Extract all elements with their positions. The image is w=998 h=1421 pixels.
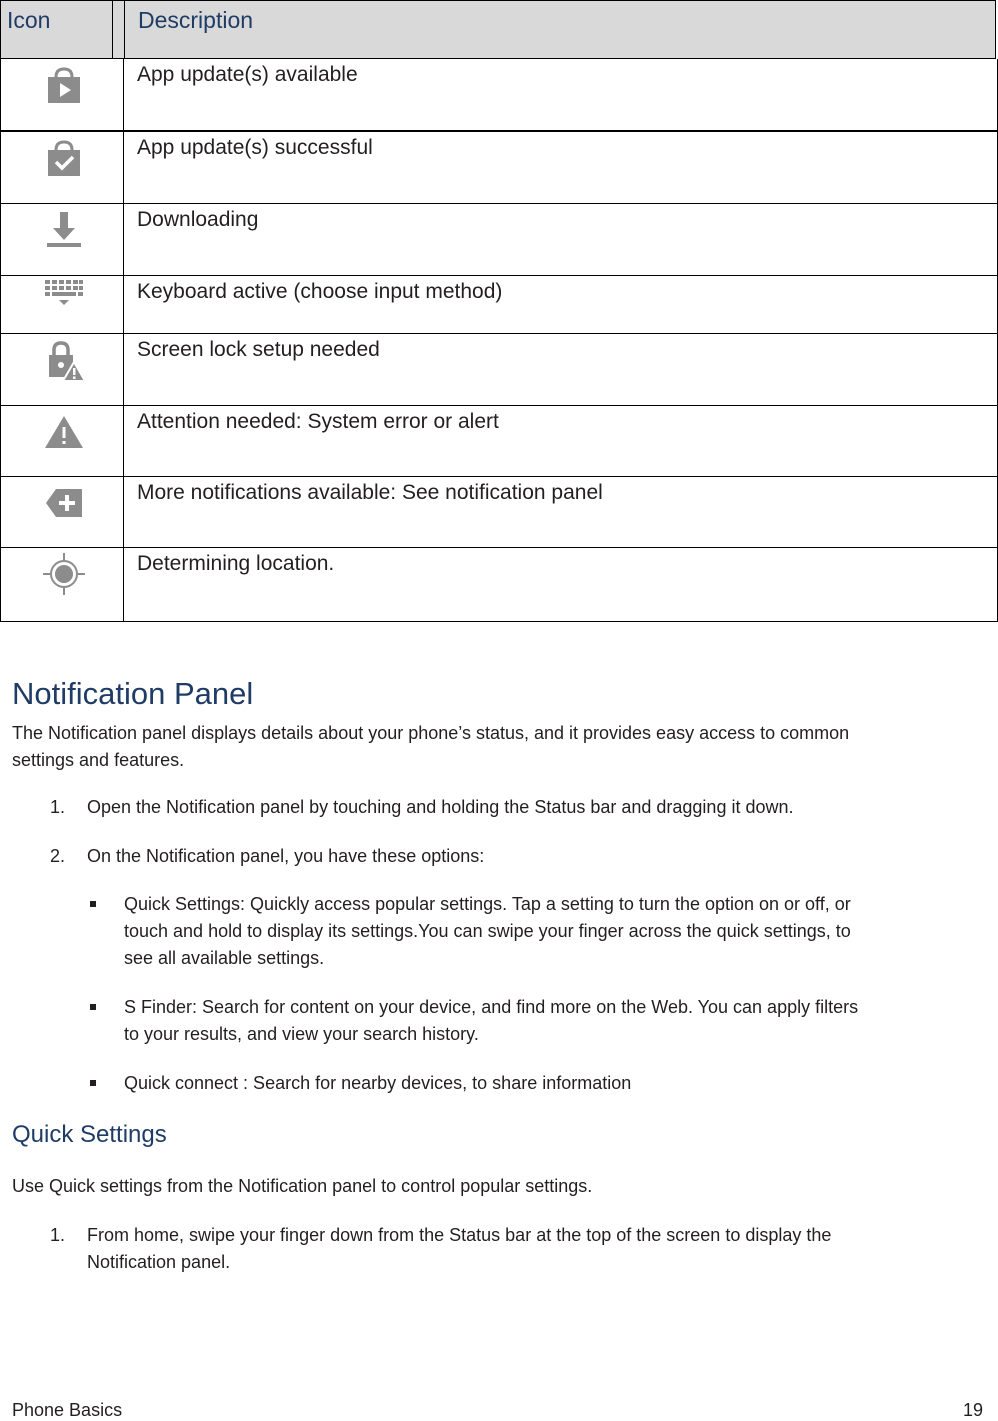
icon-cell bbox=[0, 548, 124, 621]
step-line: Notification panel. bbox=[87, 1252, 231, 1272]
step-text: On the Notification panel, you have these options: bbox=[87, 846, 485, 866]
bullet-line: see all available settings. bbox=[124, 948, 325, 968]
quick-settings-intro: Use Quick settings from the Notification panel to control popular settings. bbox=[12, 1176, 593, 1196]
table-row bbox=[0, 334, 998, 406]
footer-page-number: 19 bbox=[962, 1400, 983, 1420]
header-icon-label: Icon bbox=[7, 7, 51, 33]
bullet-marker bbox=[90, 1004, 96, 1010]
icon-cell bbox=[0, 276, 124, 333]
bullet-item bbox=[124, 891, 984, 972]
row-description: App update(s) successful bbox=[137, 136, 373, 159]
row-description: Attention needed: System error or alert bbox=[137, 410, 499, 433]
icon-cell bbox=[0, 477, 124, 547]
table-row bbox=[0, 276, 998, 334]
table-row bbox=[0, 406, 998, 477]
bullet-item bbox=[124, 1070, 984, 1097]
keyboard-icon bbox=[44, 278, 84, 308]
footer-section: Phone Basics bbox=[12, 1400, 123, 1420]
bullet-line: to your results, and view your search history. bbox=[124, 1024, 479, 1044]
bullet-marker bbox=[90, 1080, 96, 1086]
bullet-line: Quick Settings: Quickly access popular settings. Tap a setting to turn the option on or off, or bbox=[124, 894, 851, 914]
table-row bbox=[0, 548, 998, 622]
header-description-label: Description bbox=[138, 7, 254, 33]
bullet-line: Quick connect : Search for nearby devices, to share information bbox=[124, 1073, 632, 1093]
step-text bbox=[87, 1222, 977, 1276]
row-description: Downloading bbox=[137, 208, 259, 231]
row-description: Screen lock setup needed bbox=[137, 338, 380, 361]
step-text: Open the Notification panel by touching and holding the Status bar and dragging it down. bbox=[87, 797, 794, 817]
step-number: 1. bbox=[50, 1225, 66, 1245]
table-row bbox=[0, 59, 998, 132]
step-number: 1. bbox=[50, 797, 66, 817]
alert-icon bbox=[44, 412, 84, 452]
icon-cell bbox=[0, 132, 124, 203]
table-row bbox=[0, 132, 998, 204]
row-description: More notifications available: See notification panel bbox=[137, 481, 603, 504]
screen-lock-warning-icon bbox=[44, 340, 86, 382]
step-number: 2. bbox=[50, 846, 66, 866]
location-icon bbox=[42, 552, 86, 596]
notification-panel-intro-line2: settings and features. bbox=[12, 750, 185, 770]
notification-panel-heading: Notification Panel bbox=[12, 676, 254, 711]
table-row bbox=[0, 204, 998, 276]
bullet-line: S Finder: Search for content on your device, and find more on the Web. You can apply filters bbox=[124, 997, 859, 1017]
row-description: App update(s) available bbox=[137, 63, 358, 86]
more-notifications-icon bbox=[44, 483, 84, 523]
table-row bbox=[0, 477, 998, 548]
row-description: Determining location. bbox=[137, 552, 335, 575]
step-line: From home, swipe your finger down from the Status bar at the top of the screen to display the bbox=[87, 1225, 832, 1245]
table-header bbox=[0, 0, 996, 59]
quick-settings-heading: Quick Settings bbox=[12, 1121, 167, 1148]
icon-cell bbox=[0, 204, 124, 275]
app-update-available-icon bbox=[44, 65, 84, 105]
notification-panel-intro-line1: The Notification panel displays details about your phone’s status, and it provides easy access to common bbox=[12, 723, 850, 743]
row-description: Keyboard active (choose input method) bbox=[137, 280, 503, 303]
downloading-icon bbox=[44, 210, 84, 250]
bullet-line: touch and hold to display its settings.You can swipe your finger across the quick settings, to bbox=[124, 921, 851, 941]
icon-cell bbox=[0, 406, 124, 476]
icon-cell bbox=[0, 59, 124, 130]
header-divider bbox=[113, 1, 125, 58]
icon-cell bbox=[0, 334, 124, 405]
app-update-successful-icon bbox=[44, 138, 84, 178]
bullet-item bbox=[124, 994, 984, 1048]
bullet-marker bbox=[90, 901, 96, 907]
